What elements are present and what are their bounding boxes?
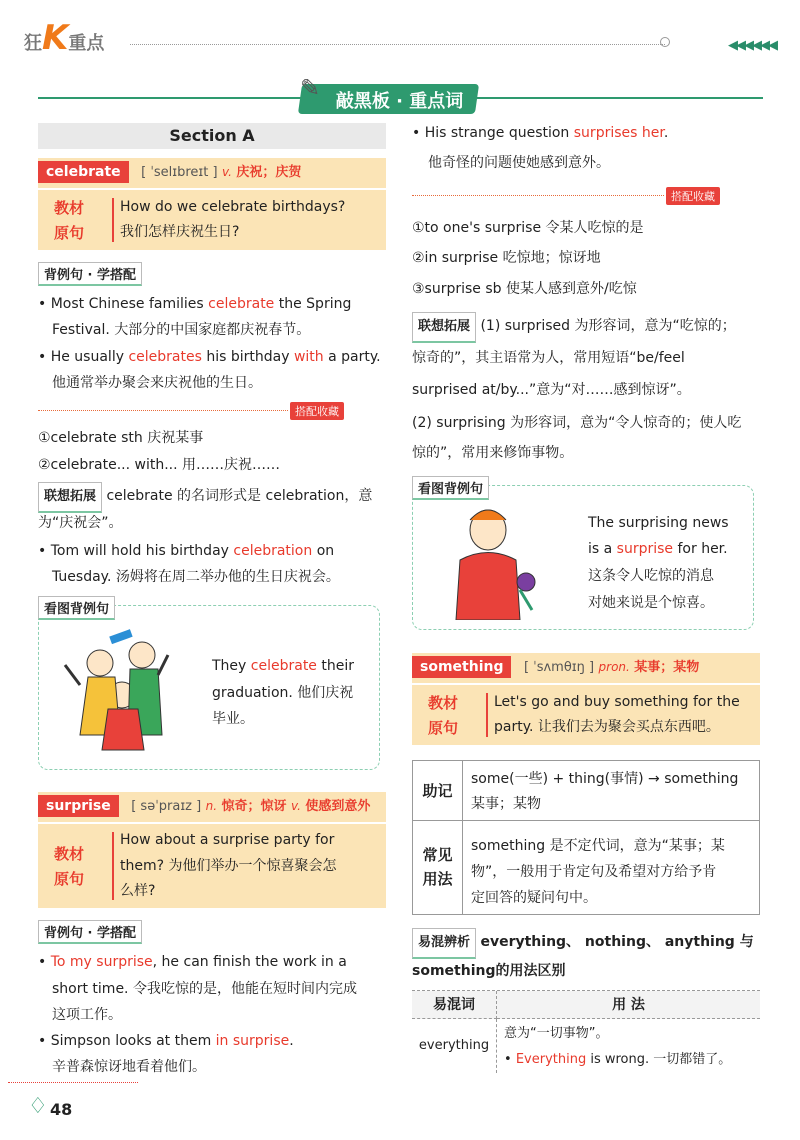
cartoon-icon: ✎ [300, 74, 321, 102]
text: , he can finish the work in a [152, 954, 347, 970]
src-tag: 教材 [54, 199, 85, 217]
swimmer-illustration [450, 500, 550, 620]
example-tag: 背例句 · 学搭配 [38, 262, 142, 286]
phonetic: [ ˈsʌmθɪŋ ] [523, 660, 595, 675]
text: his birthday [201, 349, 294, 365]
src-tag: 原句 [54, 870, 85, 888]
extension-cont: 惊奇的”，其主语常为人，常用短语“be/feel [412, 350, 685, 366]
text: He usually [50, 349, 129, 365]
example-sentence-cont: short time. 令我吃惊的是，他能在短时间内完成 [52, 981, 357, 997]
text: Most Chinese families [50, 296, 209, 312]
table-cell: • Everything is wrong. 一切都错了。 [504, 1052, 732, 1067]
example-sentence-cont: 他通常举办聚会来庆祝他的生日。 [52, 375, 262, 391]
logo-char: 狂 [24, 33, 42, 54]
extension [412, 312, 762, 343]
usage-text: something 是不定代词，意为“某事；某 [471, 838, 725, 854]
word-header-surprise [38, 792, 386, 822]
picture-caption-cont: 毕业。 [212, 711, 254, 727]
divider [112, 832, 114, 900]
collocation: ①to one's surprise 令某人吃惊的是 [412, 220, 644, 236]
src-tag: 原句 [54, 224, 85, 242]
src-en: 么样? [120, 883, 156, 899]
example-sentence-cont: 这项工作。 [52, 1007, 122, 1023]
collect-tag: 搭配收藏 [290, 402, 344, 420]
memo-tag: 助记 [413, 761, 463, 821]
text: They [212, 658, 251, 674]
extension-cont: (2) surprising 为形容词，意为“令人惊奇的；使人吃 [412, 415, 742, 431]
graduates-illustration [60, 625, 170, 755]
highlight: celebration [233, 543, 313, 559]
phonetic: [ ˈselɪbreɪt ] [141, 165, 218, 180]
section-banner [298, 84, 480, 114]
table-cell: 意为“一切事物”。 [504, 1026, 609, 1041]
meaning: 庆祝；庆贺 [236, 165, 302, 180]
picture-caption-cont: graduation. 他们庆祝 [212, 685, 354, 701]
extension-cont: surprised at/by...”意为“对……感到惊讶”。 [412, 382, 691, 398]
logo [24, 18, 124, 62]
extension-tag: 联想拓展 [38, 482, 102, 513]
memo-cell [463, 761, 759, 821]
example-sentence: • His strange question surprises her. [412, 125, 669, 141]
picture-caption [588, 536, 753, 562]
highlight: surprise [616, 541, 674, 557]
banner-title: 敲黑板 · 重点词 [335, 91, 464, 112]
word-header-celebrate [38, 158, 386, 188]
example-tag: 背例句 · 学搭配 [38, 920, 142, 944]
highlight: celebrates [128, 349, 202, 365]
table-header: 易混词 [412, 991, 497, 1019]
meaning: 使感到意外 [305, 799, 371, 814]
word-tag: something [412, 656, 511, 678]
dotted-divider [412, 195, 664, 196]
diff-table [412, 990, 760, 1072]
usage-text: 定回答的疑问句中。 [471, 890, 597, 906]
header-dot [660, 37, 670, 47]
balloon-icon: ♢ [28, 1094, 48, 1119]
text: is a [588, 541, 617, 557]
collocation: ②in surprise 吃惊地；惊讶地 [412, 250, 601, 266]
usage-tag [413, 821, 463, 914]
collect-tag: 搭配收藏 [666, 187, 720, 205]
extension [38, 482, 388, 513]
part-of-speech: v. [222, 165, 232, 179]
extension-cont: 为“庆祝会”。 [38, 515, 123, 531]
picture-caption-cont: 对她来说是个惊喜。 [588, 595, 714, 611]
table-cell: everything [412, 1019, 497, 1073]
textbook-sentence [38, 824, 386, 908]
text: a party. [323, 349, 381, 365]
word-tag: surprise [38, 795, 119, 817]
extension-cont: 惊的”，常用来修饰事物。 [412, 445, 574, 461]
text: Simpson looks at them [50, 1033, 216, 1049]
usage-text: 物”，一般用于肯定句及希望对方给予肯 [471, 864, 717, 880]
text: (1) surprised 为形容词，意为“吃惊的； [480, 318, 736, 334]
src-en: them? 为他们举办一个惊喜聚会怎 [120, 858, 337, 874]
header-divider [130, 44, 665, 45]
text: everything、 nothing、 anything 与 [480, 934, 754, 950]
highlight: To my surprise [50, 954, 153, 970]
logo-char: 重点 [68, 33, 105, 54]
text: . [663, 125, 669, 141]
highlight: Everything [515, 1052, 587, 1067]
memo-table [412, 760, 760, 915]
highlight: celebrate [208, 296, 275, 312]
meaning: 某事；某物 [634, 660, 700, 675]
collocation: ①celebrate sth 庆祝某事 [38, 430, 204, 446]
picture-caption: The surprising news [588, 515, 729, 531]
table-header: 用 法 [497, 991, 760, 1019]
example-sentence: • He usually celebrates his birthday with a party. [38, 349, 381, 365]
text: Tom will hold his birthday [50, 543, 234, 559]
text: the Spring [274, 296, 352, 312]
divider [486, 693, 488, 737]
picture-caption-cont: 这条令人吃惊的消息 [588, 568, 714, 584]
arrows-icon: ◀◀◀◀◀◀ [728, 38, 776, 53]
picture-tag: 看图背例句 [38, 596, 115, 620]
textbook-sentence [412, 685, 760, 745]
highlight: surprises her [573, 125, 664, 141]
highlight: in surprise [215, 1033, 290, 1049]
textbook-sentence [38, 190, 386, 250]
meaning: 惊奇；惊讶 [221, 799, 287, 814]
extension-tag: 联想拓展 [412, 312, 476, 343]
example-sentence-cont: 他奇怪的问题使她感到意外。 [428, 155, 610, 171]
logo-k: K [42, 18, 69, 58]
diff-heading-cont: something的用法区别 [412, 963, 566, 979]
src-en: Let's go and buy something for the [494, 694, 740, 710]
collocation: ③surprise sb 使某人感到意外/吃惊 [412, 281, 637, 297]
example-sentence: • To my surprise, he can finish the work in a [38, 954, 347, 970]
dotted-divider [38, 410, 288, 411]
src-zh: party. 让我们去为聚会买点东西吧。 [494, 719, 720, 735]
src-tag: 教材 [428, 694, 459, 712]
part-of-speech: n. [205, 799, 218, 813]
phonetic: [ səˈpraɪz ] [131, 799, 202, 814]
src-zh: 我们怎样庆祝生日? [120, 224, 240, 240]
diff-heading [412, 928, 762, 959]
highlight: celebrate [250, 658, 317, 674]
text: His strange question [424, 125, 574, 141]
section-title: Section A [38, 123, 386, 149]
text: for her. [673, 541, 728, 557]
src-en: How do we celebrate birthdays? [120, 199, 346, 215]
usage-tag-line: 常见 [422, 846, 453, 864]
src-tag: 原句 [428, 719, 459, 737]
part-of-speech: v. [291, 799, 301, 813]
text: their [316, 658, 354, 674]
text: on [312, 543, 335, 559]
footer-divider [8, 1082, 138, 1083]
diff-tag: 易混辨析 [412, 928, 476, 959]
example-sentence-cont: Tuesday. 汤姆将在周二举办他的生日庆祝会。 [52, 569, 340, 585]
memo-text: some(一些) + thing(事情) → something [471, 771, 739, 787]
example-sentence: • Simpson looks at them in surprise. [38, 1033, 294, 1049]
text: is wrong. 一切都错了。 [586, 1052, 732, 1067]
usage-tag-line: 用法 [422, 870, 453, 888]
picture-caption [212, 653, 377, 679]
collocation: ②celebrate... with... 用……庆祝…… [38, 457, 280, 473]
highlight: with [293, 349, 324, 365]
part-of-speech: pron. [598, 660, 630, 674]
example-sentence-cont: 辛普森惊讶地看着他们。 [52, 1059, 206, 1075]
word-header-something [412, 653, 760, 683]
divider [112, 198, 114, 242]
text: celebrate 的名词形式是 celebration，意 [106, 488, 373, 504]
text: . [289, 1033, 294, 1049]
example-sentence: • Tom will hold his birthday celebration on [38, 543, 335, 559]
src-en: How about a surprise party for [120, 832, 335, 848]
memo-text: 某事；某物 [471, 796, 541, 812]
example-sentence-cont: Festival. 大部分的中国家庭都庆祝春节。 [52, 322, 311, 338]
page-number: 48 [50, 1100, 73, 1119]
word-tag: celebrate [38, 161, 129, 183]
example-sentence: • Most Chinese families celebrate the Spring [38, 296, 352, 312]
picture-tag: 看图背例句 [412, 476, 489, 500]
src-tag: 教材 [54, 845, 85, 863]
